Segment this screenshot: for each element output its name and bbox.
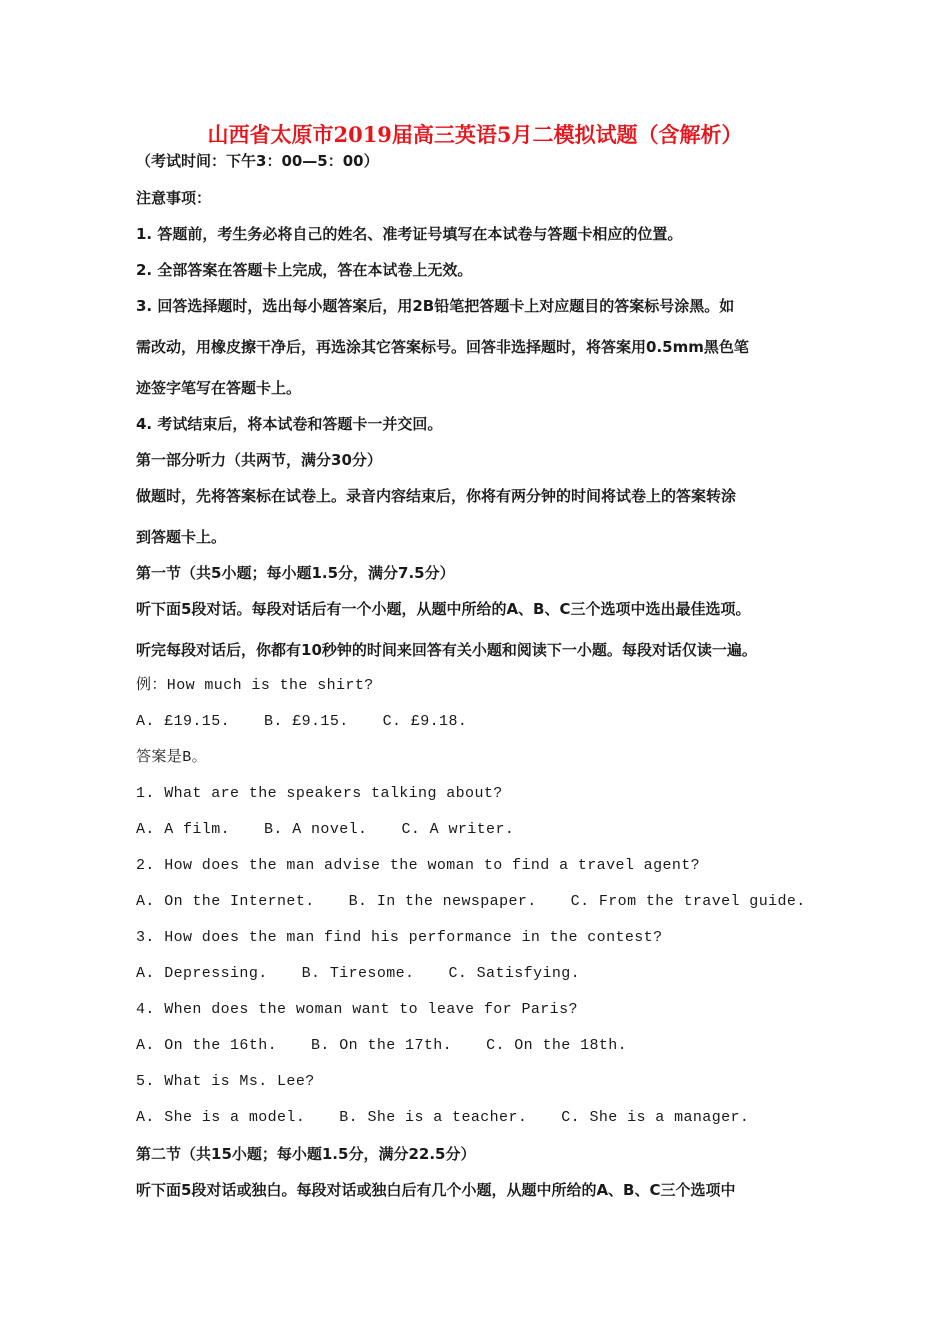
question-text: 3. How does the man find his performance in the contest? [136, 929, 663, 946]
example-answer: 答案是B。 [136, 749, 208, 766]
question-text: 2. How does the man advise the woman to find a travel agent? [136, 857, 701, 874]
option: C. A writer. [401, 821, 515, 838]
section2-heading: 第二节（共15小题；每小题1.5分，满分22.5分） [136, 1145, 476, 1163]
note-line: 3. 回答选择题时，选出每小题答案后，用2B铅笔把答题卡上对应题目的答案标号涂黑。如 [136, 297, 735, 315]
notes-heading: 注意事项： [136, 189, 212, 207]
option: A. A film. [136, 821, 231, 838]
option: A. Depressing. [136, 965, 268, 982]
section2-instruction-line: 听下面5段对话或独白。每段对话或独白后有几个小题，从题中所给的A、B、C三个选项中 [136, 1181, 736, 1199]
part1-instruction-line: 到答题卡上。 [136, 528, 227, 546]
option: B. Tiresome. [301, 965, 415, 982]
option: B. In the newspaper. [348, 893, 537, 910]
example-options [136, 711, 467, 733]
exam-time: （考试时间：下午3：00—5：00） [136, 152, 379, 170]
question-text: 5. What is Ms. Lee? [136, 1073, 315, 1090]
note-line: 4. 考试结束后，将本试卷和答题卡一并交回。 [136, 415, 443, 433]
part1-heading: 第一部分听力（共两节，满分30分） [136, 451, 382, 469]
section1-instruction-line: 听下面5段对话。每段对话后有一个小题，从题中所给的A、B、C三个选项中选出最佳选项。 [136, 600, 751, 618]
note-line: 需改动，用橡皮擦干净后，再选涂其它答案标号。回答非选择题时，将答案用0.5mm黑色笔 [136, 338, 749, 356]
note-line: 1. 答题前，考生务必将自己的姓名、准考证号填写在本试卷与答题卡相应的位置。 [136, 225, 683, 243]
option: A. £19.15. [136, 713, 231, 730]
option: C. She is a manager. [561, 1109, 750, 1126]
question-options [136, 1035, 627, 1057]
option: B. A novel. [264, 821, 368, 838]
question-text: 1. What are the speakers talking about? [136, 785, 503, 802]
question-options [136, 963, 580, 985]
example-question: 例：How much is the shirt? [136, 677, 374, 694]
option: A. On the 16th. [136, 1037, 278, 1054]
option: B. She is a teacher. [339, 1109, 528, 1126]
section1-instruction-line: 听完每段对话后，你都有10秒钟的时间来回答有关小题和阅读下一小题。每段对话仅读一遍。 [136, 641, 757, 659]
question-options [136, 819, 514, 841]
question-options [136, 891, 806, 913]
document-title: 山西省太原市2019届高三英语5月二模拟试题（含解析） [207, 122, 743, 147]
option: B. £9.15. [264, 713, 349, 730]
option: B. On the 17th. [311, 1037, 453, 1054]
option: C. Satisfying. [448, 965, 581, 982]
section1-heading: 第一节（共5小题；每小题1.5分，满分7.5分） [136, 564, 455, 582]
option: A. On the Internet. [136, 893, 315, 910]
option: A. She is a model. [136, 1109, 306, 1126]
option: C. £9.18. [382, 713, 468, 730]
question-text: 4. When does the woman want to leave for Paris? [136, 1001, 578, 1018]
note-line: 迹签字笔写在答题卡上。 [136, 379, 302, 397]
option: C. On the 18th. [486, 1037, 628, 1054]
question-options [136, 1107, 749, 1129]
note-line: 2. 全部答案在答题卡上完成，答在本试卷上无效。 [136, 261, 473, 279]
option: C. From the travel guide. [570, 893, 806, 910]
part1-instruction-line: 做题时，先将答案标在试卷上。录音内容结束后，你将有两分钟的时间将试卷上的答案转涂 [136, 487, 737, 505]
